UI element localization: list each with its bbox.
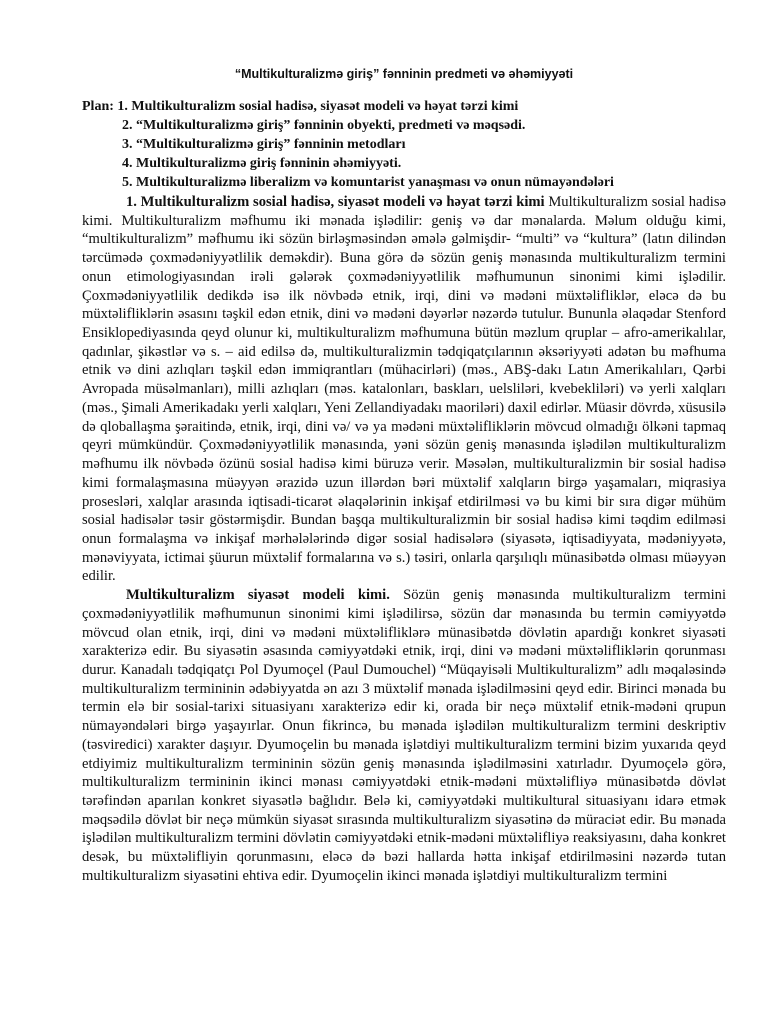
plan-list (82, 97, 726, 192)
plan-item: 4. Multikulturalizmə giriş fənninin əhəmiyyəti. (122, 156, 402, 171)
plan-item: 3. “Multikulturalizmə giriş” fənninin metodları (122, 137, 406, 152)
document-title: “Multikulturalizmə giriş” fənninin predmeti və əhəmiyyəti (234, 67, 574, 81)
plan-item-text: 1. Multikulturalizm sosial hadisə, siyasət modeli və həyat tərzi kimi (117, 99, 519, 114)
document-page (82, 0, 726, 1024)
document-body (82, 193, 726, 886)
plan-item (82, 97, 726, 116)
plan-item: 5. Multikulturalizmə liberalizm və komuntarist yanaşması və onun nümayəndələri (122, 175, 614, 190)
section-1-paragraph (82, 193, 726, 586)
plan-item: 2. “Multikulturalizmə giriş” fənninin obyekti, predmeti və məqsədi. (122, 118, 526, 133)
plan-label: Plan: (82, 99, 114, 114)
section-1-heading: 1. Multikulturalizm sosial hadisə, siyasət modeli və həyat tərzi kimi (126, 194, 545, 210)
section-2-heading: Multikulturalizm siyasət modeli kimi. (126, 587, 390, 604)
section-2-paragraph (82, 586, 726, 886)
section-2-text: Sözün geniş mənasında multikulturalizm termini çoxmədəniyyətlilik məfhumunun sinonimi kimi işlədilirsə, sözün dar mənasında bu termin cəmiyyətdə mövcud olan etnik, irqi, dini və mədəni müxtəlifliklərə münasibətdə dövlətin apardığı konkret siyasəti xarakterizə edir. Bu siyasətin əsasında cəmiyyətdəki etnik, irqi, dini və mədəni müxtəlifliklərin qorunması durur. Kanadalı tədqiqatçı Pol Dyumoçel (Paul Dumouchel) “Müqayisəli Multikulturalizm” adlı məqaləsində multikulturalizm termininin ədəbiyyatda ən azı 3 müxtəlif mənada işlədilməsini qeyd edir. Birinci mənada bu termin elə bir sosial-tarixi situasiyanı xarakterizə edir ki, orada bir neçə müxtəlif etnik-mədəni qrupun nümayəndələri birgə yaşayırlar. Onun fikrincə, bu mənada işlədilən multikulturalizm termini deskriptiv (təsviredici) xarakter daşıyır. Dyumoçelin bu mənada işlətdiyi multikulturalizm termini bizim yuxarıda qeyd etdiyimiz multikulturalizm termininin sözün geniş mənasında işlədilməsini xatırladır. Dyumoçelə görə, multikulturalizm termininin ikinci mənası cəmiyyətdəki etnik-mədəni müxtəlifliyə münasibətdə dövlət tərəfindən aparılan konkret siyasətlə bağlıdır. Belə ki, cəmiyyətdəki multikultural situasiyanı idarə etmək məqsədilə dövlət bir neçə mümkün siyasət sırasında multikulturalizm siyasətinə də müraciət edir. Bu mənada işlədilən multikulturalizm termini dövlətin cəmiyyətdəki etnik-mədəni müxtəlifliyə reaksiyasını, daha konkret desək, bu müxtəlifliyin qorunmasını, eləcə də bəzi hallarda hətta inkişaf etdirilməsini nəzərdə tutan multikulturalizm siyasətini ehtiva edir. Dyumoçelin ikinci mənada işlətdiyi multikulturalizm termini (82, 587, 726, 884)
section-1-text: Multikulturalizm sosial hadisə kimi. Multikulturalizm məfhumu iki mənada işlədilir: geniş və dar mənalarda. Məlum olduğu kimi, “multikulturalizm” məfhumu iki sözün birləşməsindən əmələ gəlmişdir- “multi” və “kultura” (latın dilindən tərcümədə çoxmədəniyyətlilik deməkdir). Buna görə də sözün geniş mənasında multikulturalizm termini onun etimologiyasından irəli gələrək çoxmədəniyyətlilik məfhumunun sinonimi kimi işlədilir. Çoxmədəniyyətlilik dedikdə isə ilk növbədə etnik, irqi, dini və mədəni müxtəlifliklər, eləcə də bu müxtəlifliklərin əsasını təşkil edən etnik, dini və mədəni dəyərlər nəzərdə tutulur. Bununla əlaqədar Stenford Ensiklopediyasında qeyd olunur ki, multikulturalizm məfhumuna bütün məzlum qruplar – afro-amerikalılar, qadınlar, şikəstlər və s. – aid edilsə də, multikulturalizmin tədqiqatçılarının əksəriyyəti adətən bu məfhuma etnik və dini azlıqları təşkil edən immiqrantları (mühacirləri) (məs., ABŞ-dakı Latın Amerikalıları, Qərbi Avropada müsəlmanları), milli azlıqları (məs. katalonları, baskları, uelsliləri, kvebekliləri) və yerli xalqları (məs., Şimali Amerikadakı yerli xalqları, Yeni Zellandiyadakı maoriləri) daxil edirlər. Müasir dövrdə, xüsusilə də qloballaşma şəraitində, etnik, irqi, dini və/ və ya mədəni müxtəlifliklərin mövcud olmadığı ölkəni tapmaq qeyri mümkündür. Çoxmədəniyyətlilik mənasında, yəni sözün geniş mənasında işlədilən multikulturalizm məfhumu ilk növbədə özünü sosial hadisə kimi büruzə verir. Məsələn, multikulturalizmin bir sosial hadisə kimi formalaşmasına müəyyən ərazidə uzun illərdən bəri müxtəlif xalqların birgə yaşamaları, miqrasiya prosesləri, xalqlar arasında iqtisadi-ticarət əlaqələrinin inkişaf etdirilməsi və bu kimi bir sıra digər mühüm sosial hadisələr təsir göstərmişdir. Bundan başqa multikulturalizmin bir sosial hadisə kimi təqdim edilməsi onun formalaşma və inkişaf mərhələlərində digər sosial hadisələrə (siyasətə, iqtisadiyyata, mədəniyyətə, mənəviyyata, ictimai şüurun müxtəlif formalarına və s.) təsiri, onlarla qarşılıqlı münasibətdə olması müəyyən edilir. (82, 194, 726, 585)
